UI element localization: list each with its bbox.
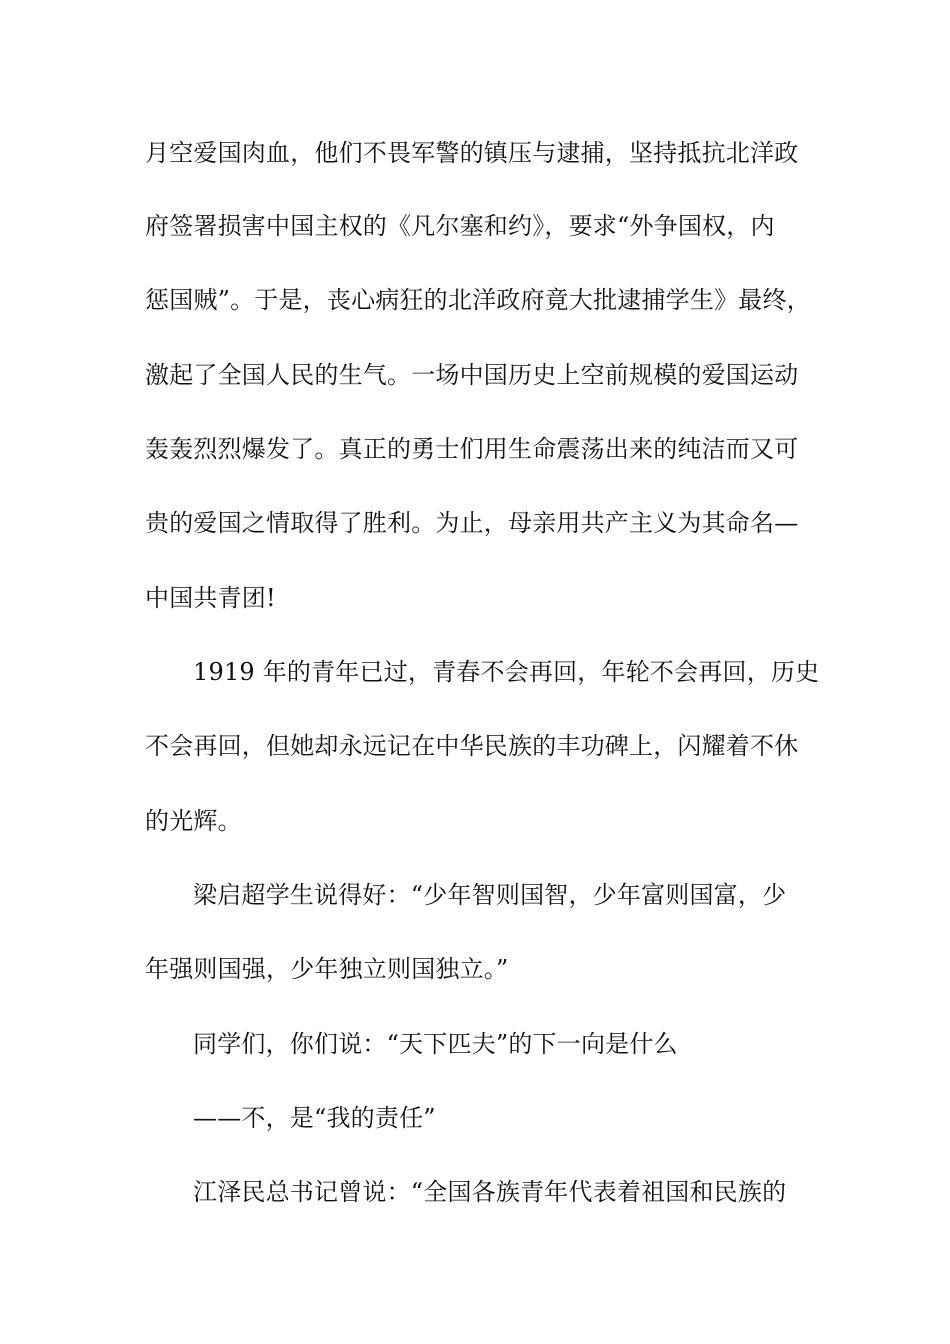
text-line-1: 月空爱国肉血，他们不畏军警的镇压与逮捕，坚持抵抗北洋政 bbox=[145, 139, 799, 167]
text-line-9: 不会再回，但她却永远记在中华民族的丰功碑上，闪耀着不休 bbox=[145, 732, 799, 760]
text-line-5: 轰轰烈烈爆发了。真正的勇士们用生命震荡出来的纯洁而又可 bbox=[145, 435, 799, 463]
text-line-4: 激起了全国人民的生气。一场中国历史上空前规模的爱国运动 bbox=[145, 361, 799, 389]
text-line-14: ——不，是“我的责任” bbox=[193, 1104, 436, 1132]
text-line-2: 府签署损害中国主权的《凡尔塞和约》，要求“外争国权，内 bbox=[145, 212, 775, 240]
text-line-8: 1919 年的青年已过，青春不会再回，年轮不会再回，历史 bbox=[193, 658, 820, 686]
text-line-7: 中国共青团! bbox=[145, 584, 276, 612]
text-line-11: 梁启超学生说得好：“少年智则国智，少年富则国富，少 bbox=[193, 881, 787, 909]
text-line-6: 贵的爱国之情取得了胜利。为止，母亲用共产主义为其命名— bbox=[145, 509, 799, 537]
text-line-12: 年强则国强，少年独立则国独立。” bbox=[145, 955, 509, 983]
text-line-3: 惩国贼”。于是，丧心病狂的北洋政府竟大批逮捕学生》最终， bbox=[145, 286, 811, 314]
text-line-10: 的光辉。 bbox=[145, 807, 242, 835]
text-line-13: 同学们，你们说：“天下匹夫”的下一向是什么 bbox=[193, 1030, 678, 1058]
text-line-15: 江泽民总书记曾说：“全国各族青年代表着祖国和民族的 bbox=[193, 1178, 787, 1206]
